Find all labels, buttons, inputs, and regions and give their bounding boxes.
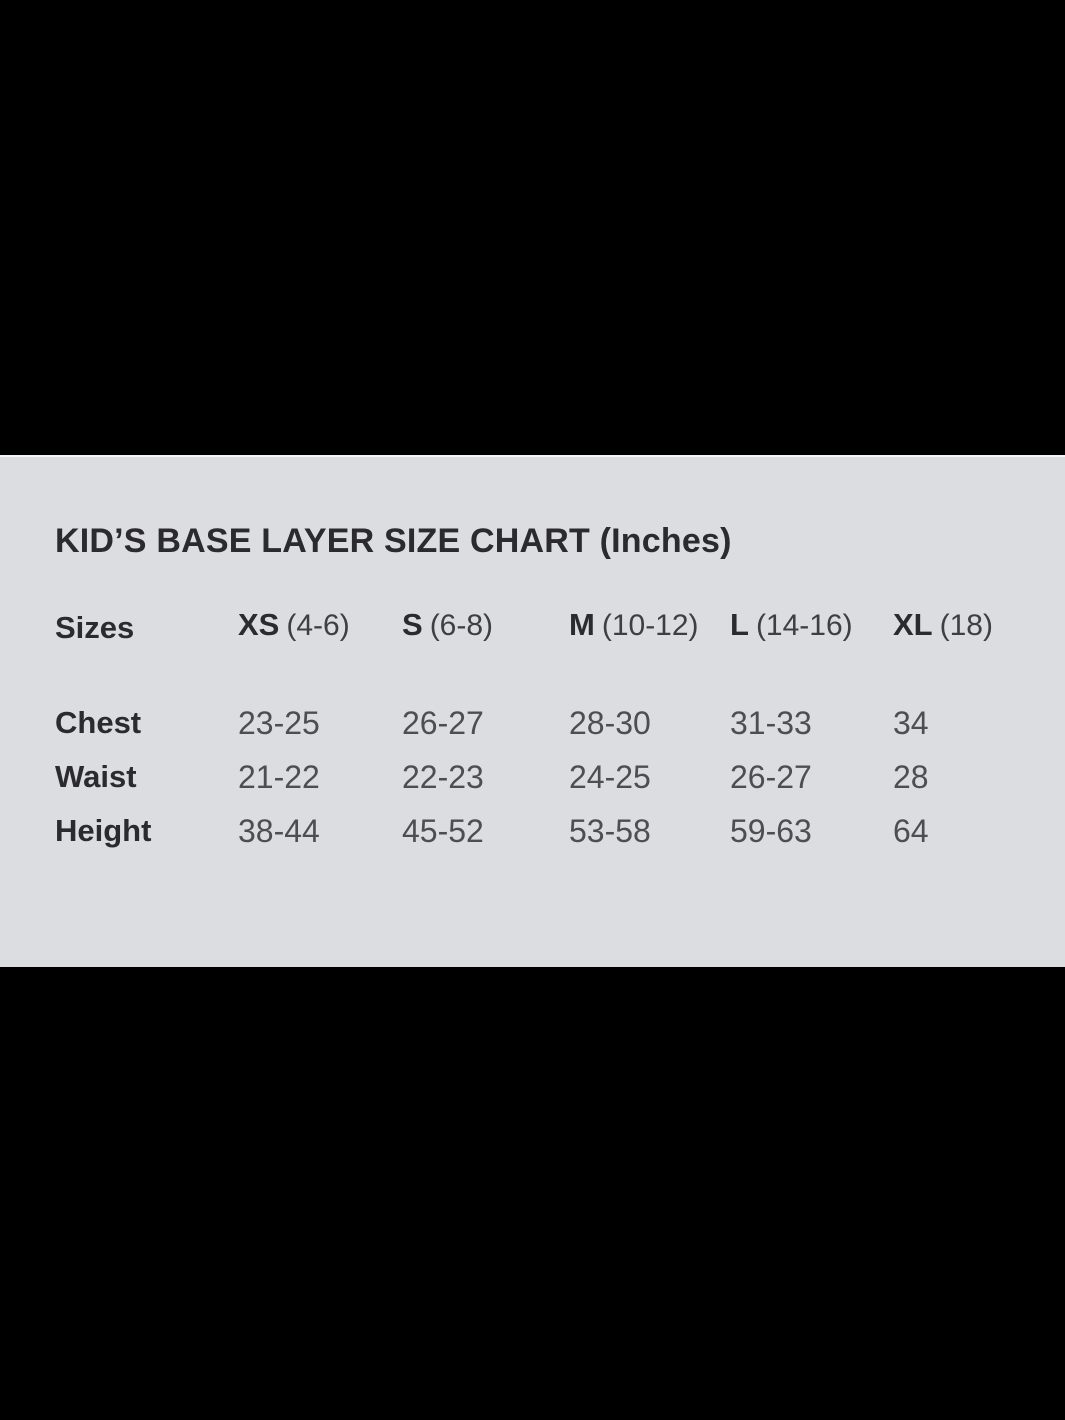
table-row-height [55,804,1045,858]
size-name-l: L [730,607,749,642]
size-chart-content [0,457,1065,858]
row-label-waist: Waist [55,759,137,794]
chest-value-s: 26-27 [402,704,484,741]
size-name-xs: XS [238,607,280,642]
waist-value-l: 26-27 [730,758,812,795]
size-range-l: (14-16) [755,609,853,642]
header-col-m [569,603,730,653]
size-chart-table [55,603,1045,858]
row-label-height: Height [55,813,152,848]
chest-value-xl: 34 [893,704,929,741]
header-col-xl [893,603,1045,653]
bottom-black-area [0,967,1065,1420]
size-range-xl: (18) [939,609,993,642]
size-name-m: M [569,607,595,642]
table-row-waist [55,750,1045,804]
header-label-sizes: Sizes [55,610,135,645]
waist-value-xl: 28 [893,758,929,795]
waist-value-s: 22-23 [402,758,484,795]
chest-value-m: 28-30 [569,704,651,741]
header-col-l [730,603,893,653]
size-name-xl: XL [893,607,933,642]
height-value-m: 53-58 [569,812,651,849]
header-col-s [402,603,569,653]
table-row-chest [55,696,1045,750]
size-name-s: S [402,607,423,642]
size-range-m: (10-12) [601,609,699,642]
chest-value-l: 31-33 [730,704,812,741]
size-range-s: (6-8) [429,609,494,642]
height-value-s: 45-52 [402,812,484,849]
size-chart-title: KID’S BASE LAYER SIZE CHART (Inches) [55,522,732,560]
height-value-l: 59-63 [730,812,812,849]
size-range-xs: (4-6) [286,609,350,642]
table-header-row [55,603,1045,653]
waist-value-m: 24-25 [569,758,651,795]
height-value-xl: 64 [893,812,929,849]
top-black-area [0,0,1065,455]
row-label-chest: Chest [55,705,142,740]
waist-value-xs: 21-22 [238,758,320,795]
height-value-xs: 38-44 [238,812,320,849]
chest-value-xs: 23-25 [238,704,320,741]
header-col-xs [238,603,402,653]
size-chart-panel [0,455,1065,967]
